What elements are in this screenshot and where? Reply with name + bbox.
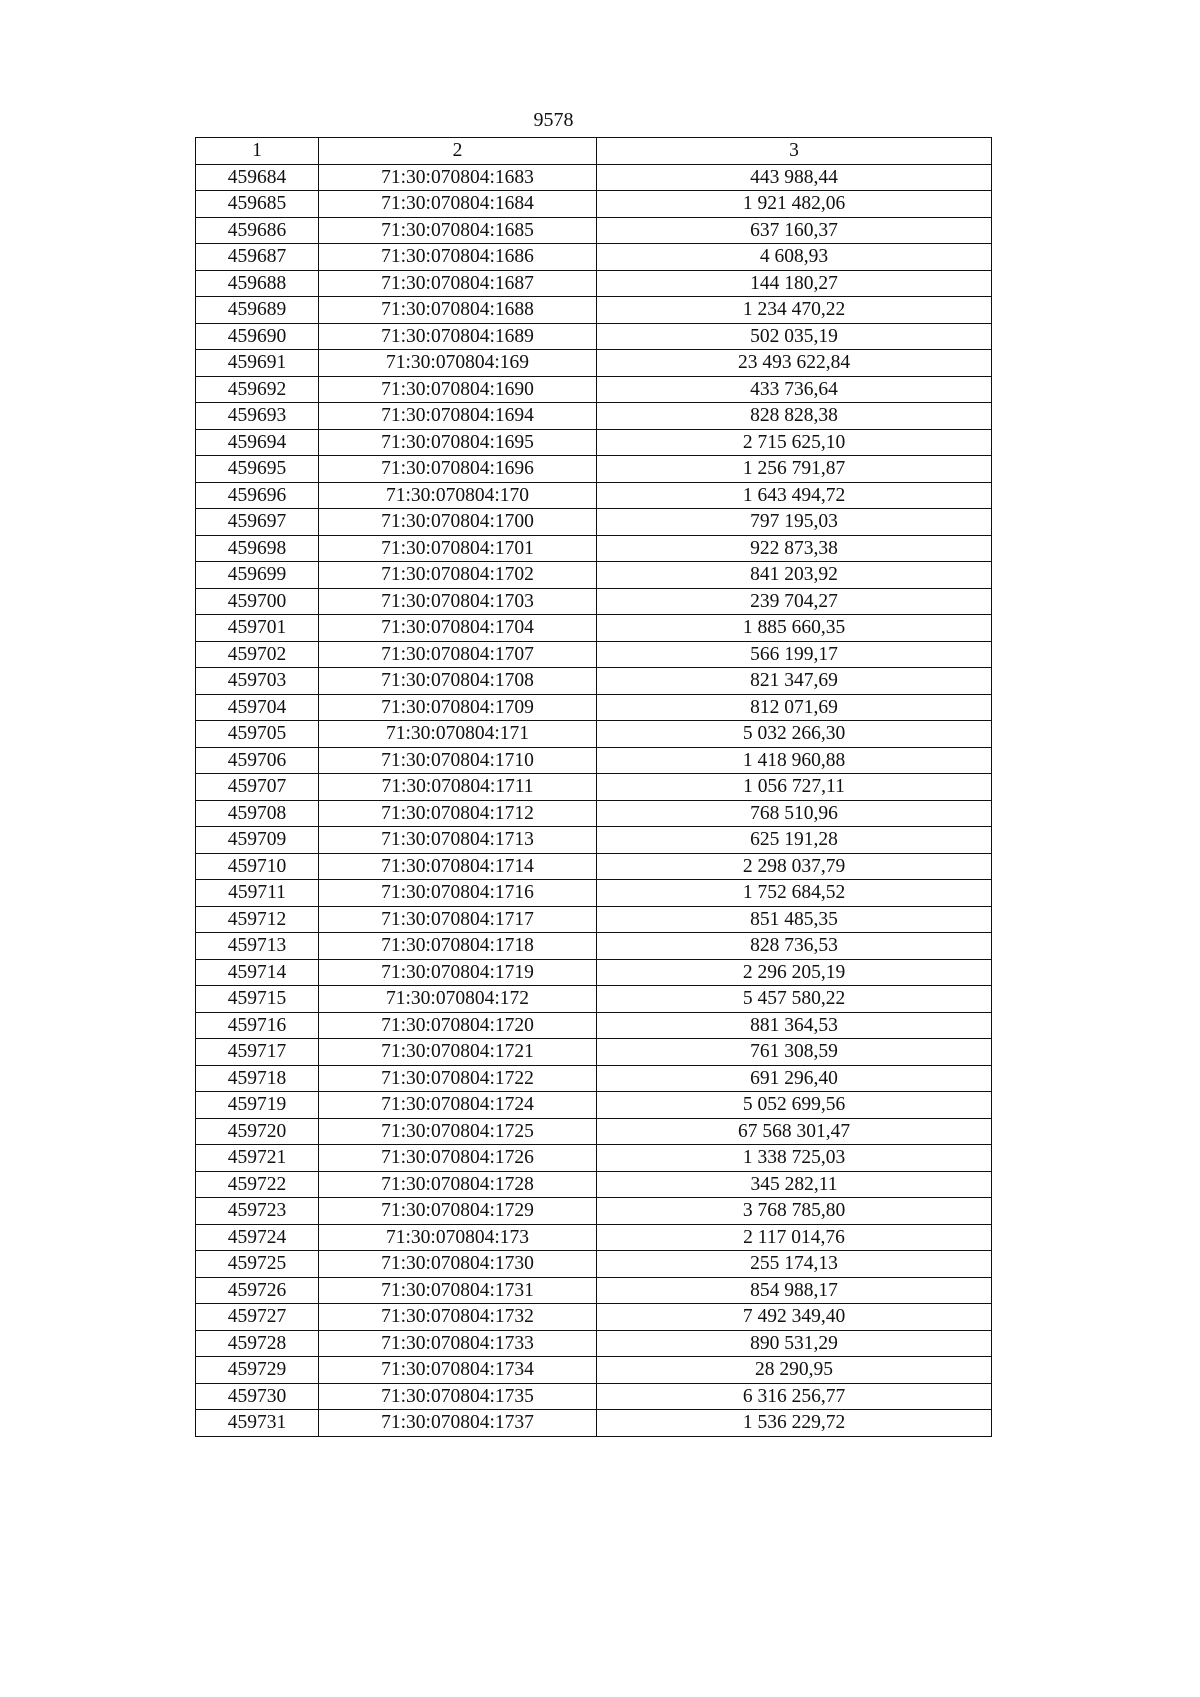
- cadastral-number-cell: 71:30:070804:1709: [319, 694, 597, 721]
- value-cell: 1 536 229,72: [597, 1410, 992, 1437]
- cadastral-number-cell: 71:30:070804:1724: [319, 1092, 597, 1119]
- table-row: [196, 774, 992, 801]
- cadastral-number-cell: 71:30:070804:1722: [319, 1065, 597, 1092]
- value-cell: 812 071,69: [597, 694, 992, 721]
- table-row: [196, 270, 992, 297]
- cadastral-number-cell: 71:30:070804:1708: [319, 668, 597, 695]
- table-row: [196, 1118, 992, 1145]
- page-number: 9578: [533, 109, 574, 131]
- value-cell: 1 256 791,87: [597, 456, 992, 483]
- table-row: [196, 1251, 992, 1278]
- row-number-cell: 459710: [196, 853, 319, 880]
- table-row: [196, 509, 992, 536]
- value-cell: 5 032 266,30: [597, 721, 992, 748]
- table-row: [196, 456, 992, 483]
- value-cell: 6 316 256,77: [597, 1383, 992, 1410]
- row-number-cell: 459720: [196, 1118, 319, 1145]
- row-number-cell: 459716: [196, 1012, 319, 1039]
- table-row: [196, 827, 992, 854]
- table-row: [196, 747, 992, 774]
- table-row: [196, 800, 992, 827]
- value-cell: 821 347,69: [597, 668, 992, 695]
- cadastral-number-cell: 71:30:070804:1687: [319, 270, 597, 297]
- row-number-cell: 459688: [196, 270, 319, 297]
- table-row: [196, 1357, 992, 1384]
- value-cell: 1 752 684,52: [597, 880, 992, 907]
- cadastral-number-cell: 71:30:070804:1735: [319, 1383, 597, 1410]
- cadastral-number-cell: 71:30:070804:1686: [319, 244, 597, 271]
- cadastral-number-cell: 71:30:070804:1684: [319, 191, 597, 218]
- cadastral-number-cell: 71:30:070804:1690: [319, 376, 597, 403]
- table-row: [196, 1012, 992, 1039]
- table-row: [196, 880, 992, 907]
- value-cell: 255 174,13: [597, 1251, 992, 1278]
- cadastral-number-cell: 71:30:070804:1720: [319, 1012, 597, 1039]
- value-cell: 1 885 660,35: [597, 615, 992, 642]
- table-row: [196, 668, 992, 695]
- value-cell: 768 510,96: [597, 800, 992, 827]
- value-cell: 443 988,44: [597, 164, 992, 191]
- row-number-cell: 459703: [196, 668, 319, 695]
- row-number-cell: 459731: [196, 1410, 319, 1437]
- cadastral-number-cell: 71:30:070804:1725: [319, 1118, 597, 1145]
- table-row: [196, 1198, 992, 1225]
- row-number-cell: 459728: [196, 1330, 319, 1357]
- row-number-cell: 459684: [196, 164, 319, 191]
- cadastral-number-cell: 71:30:070804:1683: [319, 164, 597, 191]
- table-row: [196, 1145, 992, 1172]
- value-cell: 3 768 785,80: [597, 1198, 992, 1225]
- cadastral-number-cell: 71:30:070804:171: [319, 721, 597, 748]
- table-row: [196, 1224, 992, 1251]
- table-row: [196, 906, 992, 933]
- value-cell: 691 296,40: [597, 1065, 992, 1092]
- row-number-cell: 459707: [196, 774, 319, 801]
- value-cell: 851 485,35: [597, 906, 992, 933]
- cadastral-number-cell: 71:30:070804:1707: [319, 641, 597, 668]
- cadastral-number-cell: 71:30:070804:1734: [319, 1357, 597, 1384]
- value-cell: 1 056 727,11: [597, 774, 992, 801]
- row-number-cell: 459706: [196, 747, 319, 774]
- cadastral-number-cell: 71:30:070804:1733: [319, 1330, 597, 1357]
- value-cell: 7 492 349,40: [597, 1304, 992, 1331]
- table-row: [196, 191, 992, 218]
- value-cell: 625 191,28: [597, 827, 992, 854]
- row-number-cell: 459711: [196, 880, 319, 907]
- cadastral-number-cell: 71:30:070804:1732: [319, 1304, 597, 1331]
- cadastral-number-cell: 71:30:070804:1726: [319, 1145, 597, 1172]
- table-row: [196, 1330, 992, 1357]
- cadastral-number-cell: 71:30:070804:1702: [319, 562, 597, 589]
- table-row: [196, 1304, 992, 1331]
- row-number-cell: 459705: [196, 721, 319, 748]
- table-row: [196, 217, 992, 244]
- cadastral-number-cell: 71:30:070804:1695: [319, 429, 597, 456]
- row-number-cell: 459689: [196, 297, 319, 324]
- row-number-cell: 459722: [196, 1171, 319, 1198]
- table-row: [196, 641, 992, 668]
- cadastral-number-cell: 71:30:070804:1685: [319, 217, 597, 244]
- row-number-cell: 459725: [196, 1251, 319, 1278]
- row-number-cell: 459708: [196, 800, 319, 827]
- cadastral-number-cell: 71:30:070804:1714: [319, 853, 597, 880]
- value-cell: 761 308,59: [597, 1039, 992, 1066]
- value-cell: 566 199,17: [597, 641, 992, 668]
- row-number-cell: 459704: [196, 694, 319, 721]
- table-row: [196, 959, 992, 986]
- table-row: [196, 853, 992, 880]
- value-cell: 1 643 494,72: [597, 482, 992, 509]
- cadastral-number-cell: 71:30:070804:1703: [319, 588, 597, 615]
- cadastral-number-cell: 71:30:070804:1696: [319, 456, 597, 483]
- row-number-cell: 459697: [196, 509, 319, 536]
- value-cell: 23 493 622,84: [597, 350, 992, 377]
- table-row: [196, 350, 992, 377]
- row-number-cell: 459718: [196, 1065, 319, 1092]
- table-body: [196, 164, 992, 1436]
- table-row: [196, 694, 992, 721]
- value-cell: 433 736,64: [597, 376, 992, 403]
- row-number-cell: 459694: [196, 429, 319, 456]
- row-number-cell: 459702: [196, 641, 319, 668]
- cadastral-number-cell: 71:30:070804:1730: [319, 1251, 597, 1278]
- table-row: [196, 1039, 992, 1066]
- cadastral-number-cell: 71:30:070804:1711: [319, 774, 597, 801]
- row-number-cell: 459726: [196, 1277, 319, 1304]
- cadastral-number-cell: 71:30:070804:1737: [319, 1410, 597, 1437]
- value-cell: 797 195,03: [597, 509, 992, 536]
- table-row: [196, 1277, 992, 1304]
- column-header-2: 2: [319, 138, 597, 165]
- cadastral-number-cell: 71:30:070804:1728: [319, 1171, 597, 1198]
- cadastral-number-cell: 71:30:070804:1694: [319, 403, 597, 430]
- cadastral-number-cell: 71:30:070804:1729: [319, 1198, 597, 1225]
- value-cell: 144 180,27: [597, 270, 992, 297]
- cadastral-number-cell: 71:30:070804:170: [319, 482, 597, 509]
- value-cell: 5 052 699,56: [597, 1092, 992, 1119]
- row-number-cell: 459692: [196, 376, 319, 403]
- column-header-3: 3: [597, 138, 992, 165]
- table-row: [196, 562, 992, 589]
- table-row: [196, 429, 992, 456]
- cadastral-number-cell: 71:30:070804:173: [319, 1224, 597, 1251]
- row-number-cell: 459724: [196, 1224, 319, 1251]
- row-number-cell: 459685: [196, 191, 319, 218]
- row-number-cell: 459723: [196, 1198, 319, 1225]
- cadastral-number-cell: 71:30:070804:1721: [319, 1039, 597, 1066]
- value-cell: 2 298 037,79: [597, 853, 992, 880]
- value-cell: 1 921 482,06: [597, 191, 992, 218]
- table-row: [196, 1410, 992, 1437]
- row-number-cell: 459714: [196, 959, 319, 986]
- row-number-cell: 459712: [196, 906, 319, 933]
- cadastral-number-cell: 71:30:070804:1718: [319, 933, 597, 960]
- cadastral-number-cell: 71:30:070804:1704: [319, 615, 597, 642]
- table-row: [196, 376, 992, 403]
- value-cell: 239 704,27: [597, 588, 992, 615]
- row-number-cell: 459721: [196, 1145, 319, 1172]
- table-row: [196, 535, 992, 562]
- value-cell: 345 282,11: [597, 1171, 992, 1198]
- table-row: [196, 164, 992, 191]
- cadastral-number-cell: 71:30:070804:1716: [319, 880, 597, 907]
- table-row: [196, 1383, 992, 1410]
- row-number-cell: 459698: [196, 535, 319, 562]
- row-number-cell: 459701: [196, 615, 319, 642]
- cadastral-number-cell: 71:30:070804:1688: [319, 297, 597, 324]
- cadastral-number-cell: 71:30:070804:1700: [319, 509, 597, 536]
- row-number-cell: 459687: [196, 244, 319, 271]
- value-cell: 854 988,17: [597, 1277, 992, 1304]
- value-cell: 637 160,37: [597, 217, 992, 244]
- cadastral-number-cell: 71:30:070804:1719: [319, 959, 597, 986]
- table-header: [196, 138, 992, 165]
- cadastral-number-cell: 71:30:070804:1717: [319, 906, 597, 933]
- row-number-cell: 459729: [196, 1357, 319, 1384]
- value-cell: 2 715 625,10: [597, 429, 992, 456]
- cadastral-number-cell: 71:30:070804:1731: [319, 1277, 597, 1304]
- row-number-cell: 459695: [196, 456, 319, 483]
- row-number-cell: 459715: [196, 986, 319, 1013]
- value-cell: 828 736,53: [597, 933, 992, 960]
- value-cell: 28 290,95: [597, 1357, 992, 1384]
- table-row: [196, 588, 992, 615]
- row-number-cell: 459691: [196, 350, 319, 377]
- value-cell: 5 457 580,22: [597, 986, 992, 1013]
- value-cell: 922 873,38: [597, 535, 992, 562]
- value-cell: 67 568 301,47: [597, 1118, 992, 1145]
- table-row: [196, 615, 992, 642]
- value-cell: 841 203,92: [597, 562, 992, 589]
- data-table: [195, 137, 992, 1437]
- row-number-cell: 459727: [196, 1304, 319, 1331]
- row-number-cell: 459730: [196, 1383, 319, 1410]
- row-number-cell: 459693: [196, 403, 319, 430]
- value-cell: 881 364,53: [597, 1012, 992, 1039]
- row-number-cell: 459713: [196, 933, 319, 960]
- cadastral-number-cell: 71:30:070804:1701: [319, 535, 597, 562]
- row-number-cell: 459686: [196, 217, 319, 244]
- table-row: [196, 1171, 992, 1198]
- value-cell: 1 418 960,88: [597, 747, 992, 774]
- value-cell: 2 117 014,76: [597, 1224, 992, 1251]
- table-row: [196, 1092, 992, 1119]
- row-number-cell: 459690: [196, 323, 319, 350]
- value-cell: 2 296 205,19: [597, 959, 992, 986]
- cadastral-number-cell: 71:30:070804:1712: [319, 800, 597, 827]
- cadastral-number-cell: 71:30:070804:1713: [319, 827, 597, 854]
- table-row: [196, 403, 992, 430]
- table-row: [196, 482, 992, 509]
- row-number-cell: 459700: [196, 588, 319, 615]
- header-row: [196, 138, 992, 165]
- cadastral-number-cell: 71:30:070804:169: [319, 350, 597, 377]
- table-row: [196, 933, 992, 960]
- value-cell: 1 338 725,03: [597, 1145, 992, 1172]
- value-cell: 890 531,29: [597, 1330, 992, 1357]
- table-row: [196, 297, 992, 324]
- value-cell: 1 234 470,22: [597, 297, 992, 324]
- value-cell: 502 035,19: [597, 323, 992, 350]
- table-row: [196, 721, 992, 748]
- value-cell: 4 608,93: [597, 244, 992, 271]
- row-number-cell: 459699: [196, 562, 319, 589]
- row-number-cell: 459709: [196, 827, 319, 854]
- cadastral-number-cell: 71:30:070804:1689: [319, 323, 597, 350]
- cadastral-number-cell: 71:30:070804:172: [319, 986, 597, 1013]
- value-cell: 828 828,38: [597, 403, 992, 430]
- table-row: [196, 244, 992, 271]
- row-number-cell: 459719: [196, 1092, 319, 1119]
- table-row: [196, 323, 992, 350]
- cadastral-number-cell: 71:30:070804:1710: [319, 747, 597, 774]
- table-row: [196, 1065, 992, 1092]
- table-row: [196, 986, 992, 1013]
- row-number-cell: 459717: [196, 1039, 319, 1066]
- row-number-cell: 459696: [196, 482, 319, 509]
- column-header-1: 1: [196, 138, 319, 165]
